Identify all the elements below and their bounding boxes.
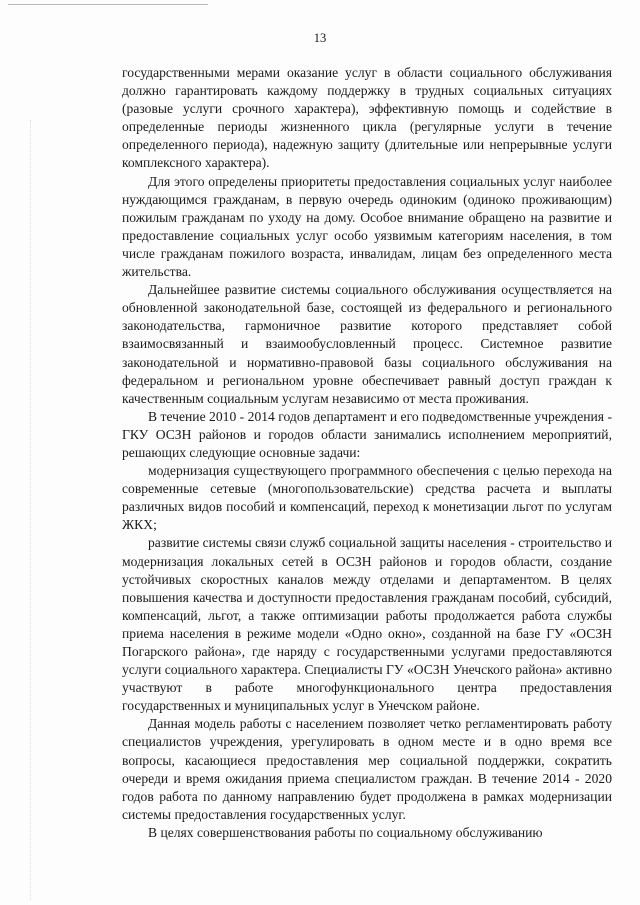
paragraph-tasks-intro: В течение 2010 - 2014 годов департамент и его подведомственные учреждения - ГКУ ОСЗН районов и городов области занимались исполнением мероприятий, решающих следующие основные задачи: [122,408,612,460]
paragraph-model-benefits: Данная модель работы с населением позволяет четко регламентировать работу специалистов учреждения, урегулировать в одном месте и в одно время все вопросы, касающиеся предоставления мер социальной поддержки, сократить очереди и время ожидания приема специалистом граждан. В течение 2014 - 2020 годов работа по данному направлению будет продолжена в рамках модернизации системы предоставления государственных услуг. [122,716,612,822]
paragraph-legislation: Дальнейшее развитие системы социального обслуживания осуществляется на обновленной законодательной базе, состоящей из федерального и регионального законодательства, гармоничное развитие которого представляет собой взаимосвязанный и взаимообусловленный процесс. Системное развитие законодательной и нормативно-правовой базы социального обслуживания на федеральном и региональном уровне обеспечивает равный доступ граждан к качественным социальным услугам независимо от места проживания. [122,282,612,406]
paragraph-task-networks: развитие системы связи служб социальной защиты населения - строительство и модернизация локальных сетей в ОСЗН районов и городов области, создание устойчивых скоростных каналов между отделами и департаментом. В целях повышения качества и доступности предоставления гражданам пособий, субсидий, компенсаций, льгот, а также оптимизации работы продолжается работа службы приема населения в режиме модели «Одно окно», созданной на базе ГУ «ОСЗН Погарского района», где наряду с государственными услугами предоставляются услуги социального характера. Специалисты ГУ «ОСЗН Унечского района» активно участвуют в работе многофункционального центра предоставления государственных и муниципальных услуг в Унечском районе. [122,535,612,714]
document-body [122,64,612,842]
paragraph-priorities: Для этого определены приоритеты предоставления социальных услуг наиболее нуждающимся гражданам, в первую очередь одиноким (одиноко проживающим) пожилым гражданам по уходу на дому. Особое внимание обращено на развитие и предоставление социальных услуг особо уязвимым категориям населения, в том числе гражданам пожилого возраста, инвалидам, лицам без определенного места жительства. [122,173,612,280]
paragraph-continuation: государственными мерами оказание услуг в области социального обслуживания должно гарантировать каждому поддержку в трудных социальных ситуациях (разовые услуги срочного характера), эффективную помощь и содействие в определенные периоды жизненного цикла (регулярные услуги в течение определенного периода), надежную защиту (длительные или непрерывные услуги комплексного характера). [122,65,612,171]
page-number: 13 [313,31,327,45]
scan-top-rule [8,4,208,5]
paragraph-final-line: В целях совершенствования работы по социальному обслуживанию [148,824,543,840]
paragraph-task-software: модернизация существующего программного обеспечения с целью перехода на современные сетевые (многопользовательские) средства расчета и выплаты различных видов пособий и компенсаций, переход к монетизации льгот по услугам ЖКХ; [122,463,612,533]
scan-margin-marks [30,120,33,900]
